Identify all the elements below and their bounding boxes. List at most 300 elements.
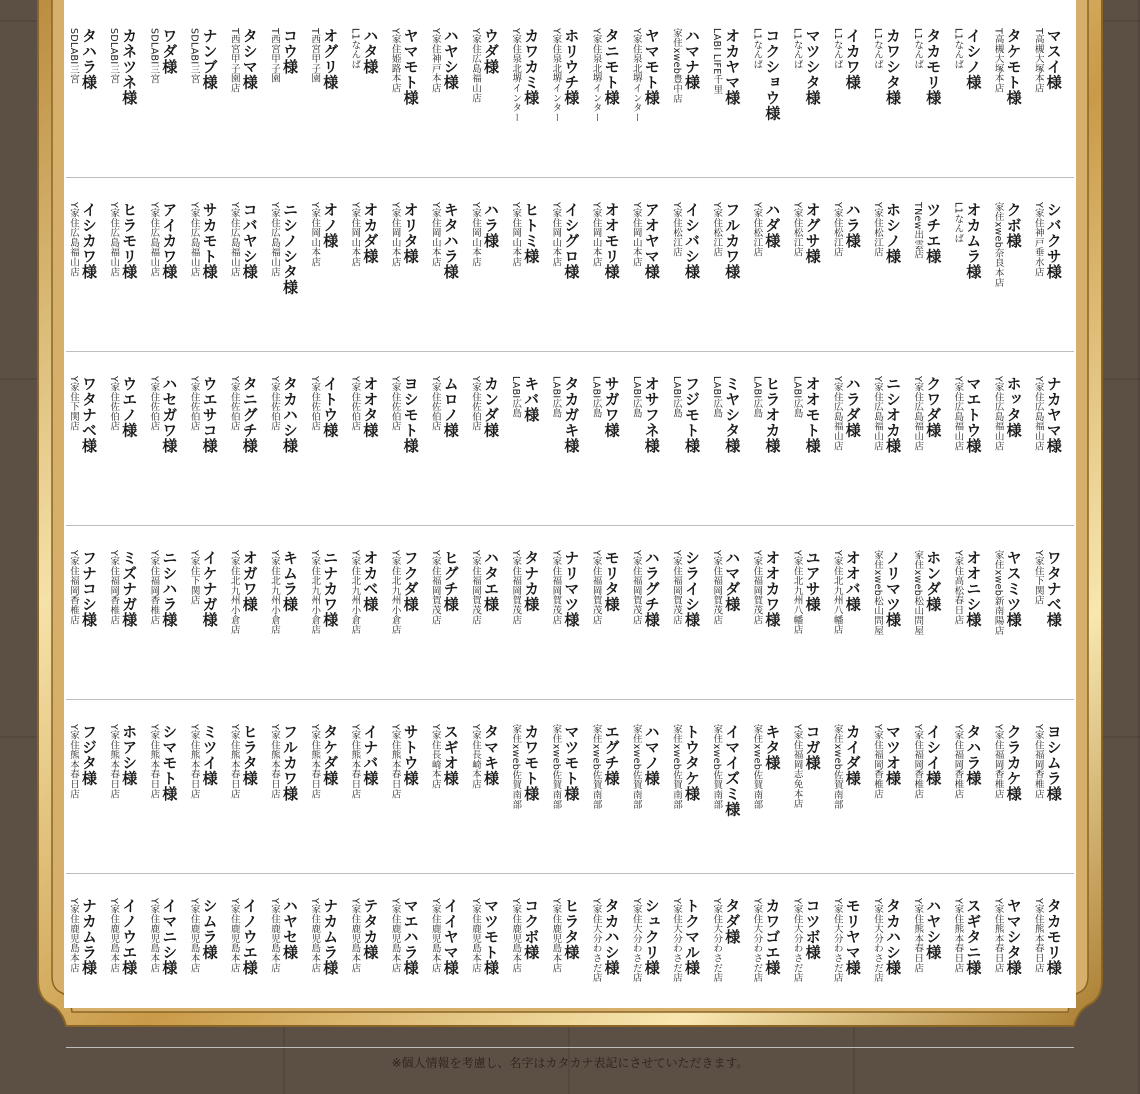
store-name: Y家住鹿児島本店 (108, 898, 120, 973)
store-name: Y家住佐伯店 (349, 376, 361, 432)
store-name: L1なんば (952, 28, 964, 70)
customer-name: オノ様 (321, 202, 340, 249)
customer-name: シライシ様 (683, 550, 701, 628)
store-name: Y家住福岡賀茂店 (671, 550, 682, 625)
list-item (103, 724, 143, 874)
list-item (867, 898, 907, 1048)
store-name: TNew出雲店 (912, 202, 924, 260)
store-name: Y家住北九州小倉店 (309, 550, 321, 635)
store-name: Y家住福岡香椎店 (1032, 724, 1044, 799)
list-item (1028, 898, 1068, 1048)
store-name: Y家住鹿児島本店 (269, 898, 280, 973)
list-item (465, 724, 505, 874)
list-item (907, 898, 947, 1048)
store-name: Y家住岡山本店 (550, 202, 562, 267)
store-name: Y家住熊本春日店 (992, 898, 1004, 973)
list-item (264, 724, 304, 874)
customer-name: キバ様 (522, 376, 541, 423)
store-name: Y家住鹿児島本店 (510, 898, 522, 973)
customer-name: ハラ様 (482, 202, 500, 249)
customer-name: キタ様 (763, 724, 782, 771)
customer-name: クラカケ様 (1004, 724, 1023, 802)
row-divider (66, 1047, 1074, 1048)
customer-name: シバクサ様 (1044, 202, 1063, 280)
customer-name: ハダ様 (763, 202, 782, 249)
list-item (746, 898, 786, 1048)
store-name: Y家住下関店 (1032, 550, 1044, 606)
list-item (907, 28, 947, 178)
customer-name: ヒラタ様 (240, 724, 259, 786)
list-item (63, 202, 103, 352)
store-name: T西宮甲子園 (309, 28, 321, 84)
list-item (586, 898, 626, 1048)
list-item (304, 898, 344, 1048)
store-name: Y家住佐伯店 (470, 376, 481, 432)
store-name: Y家住福岡賀茂店 (510, 550, 522, 625)
store-name: Y家住鹿児島本店 (309, 898, 321, 973)
customer-name: サガワ様 (602, 376, 621, 438)
customer-name: オカダ様 (361, 202, 380, 264)
list-item (184, 202, 224, 352)
list-item (63, 376, 103, 526)
store-name: 家住xweb奈良本店 (992, 202, 1004, 288)
list-item (143, 724, 183, 874)
list-item (586, 202, 626, 352)
customer-name: オオカワ様 (763, 550, 782, 628)
store-name: SDLABI三宮 (188, 28, 200, 85)
customer-name: コガ様 (803, 724, 822, 771)
list-item (224, 550, 264, 700)
store-name: Y家住鹿児島本店 (550, 898, 562, 973)
list-item (224, 202, 264, 352)
list-item (505, 724, 545, 874)
store-name: Y家住福岡香椎店 (912, 724, 924, 799)
customer-name: マツシタ様 (803, 28, 822, 106)
list-item (1028, 28, 1068, 178)
store-name: Y家住佐伯店 (228, 376, 240, 432)
customer-name: イマイズミ様 (723, 724, 742, 817)
list-item (143, 550, 183, 700)
list-item (465, 28, 505, 178)
list-item (666, 202, 706, 352)
customer-name: マツモト様 (482, 898, 500, 976)
list-item (545, 376, 585, 526)
customer-name: シュクリ様 (642, 898, 661, 976)
store-name: Y家住熊本春日店 (68, 724, 79, 799)
customer-name: ウダ様 (482, 28, 500, 75)
list-item (947, 376, 987, 526)
customer-name: ヒラモリ様 (120, 202, 139, 280)
customer-name: ノリマツ様 (884, 550, 902, 628)
store-name: Y家住福岡香椎店 (992, 724, 1004, 799)
customer-name: イノウエ様 (120, 898, 139, 976)
list-item (988, 898, 1028, 1048)
customer-name: タニグチ様 (240, 376, 259, 454)
store-name: Y家住松江店 (671, 202, 682, 258)
customer-name: タケモト様 (1004, 28, 1023, 106)
list-item (947, 202, 987, 352)
store-name: Y家住佐伯店 (188, 376, 200, 432)
store-name: L1なんば (349, 28, 361, 70)
customer-name: トクマル様 (683, 898, 701, 976)
store-name: Y家住佐伯店 (309, 376, 321, 432)
list-item (947, 898, 987, 1048)
customer-name: マスイ様 (1044, 28, 1063, 90)
customer-name: イシノ様 (964, 28, 983, 90)
list-item (304, 202, 344, 352)
store-name: 家住xweb佐賀南部 (751, 724, 763, 810)
list-item (787, 550, 827, 700)
customer-name: イノウエ様 (240, 898, 259, 976)
customer-name: タハラ様 (964, 724, 983, 786)
store-name: Y家住鹿児島本店 (429, 898, 441, 973)
list-item (304, 376, 344, 526)
store-name: Y家住大分わさだ店 (791, 898, 803, 983)
customer-name: サトウ様 (401, 724, 420, 786)
list-item (988, 376, 1028, 526)
customer-name: ニシハラ様 (160, 550, 179, 628)
customer-name: イシバシ様 (683, 202, 701, 280)
list-item (626, 550, 666, 700)
customer-name: キタハラ様 (441, 202, 460, 280)
list-item (907, 550, 947, 700)
customer-name: イケナガ様 (200, 550, 219, 628)
customer-name: フルカワ様 (281, 724, 299, 802)
customer-name: タカモリ様 (1044, 898, 1063, 976)
customer-name: クボ様 (1004, 202, 1023, 249)
list-item (787, 202, 827, 352)
list-item (988, 202, 1028, 352)
store-name: Y家住岡山本店 (429, 202, 441, 267)
store-name: Y家住広島福山店 (470, 28, 481, 103)
list-item (264, 376, 304, 526)
customer-name: ハセガワ様 (160, 376, 179, 454)
store-name: Y家住広島福山店 (952, 376, 964, 451)
store-name: L1なんば (791, 28, 803, 70)
list-item (184, 550, 224, 700)
list-item (666, 376, 706, 526)
list-item (787, 724, 827, 874)
store-name: Y家住岡山本店 (309, 202, 321, 267)
list-item (184, 724, 224, 874)
customer-name: ユアサ様 (803, 550, 822, 612)
list-item (465, 202, 505, 352)
store-name: Y家住福岡賀茂店 (550, 550, 562, 625)
store-name: Y家住佐伯店 (269, 376, 280, 432)
store-name: Y家住佐伯店 (429, 376, 441, 432)
customer-name: モリタ様 (602, 550, 621, 612)
customer-name: ツチエ様 (924, 202, 943, 264)
list-row (64, 352, 1076, 526)
list-item (827, 898, 867, 1048)
list-item (103, 376, 143, 526)
customer-name: イシカワ様 (80, 202, 98, 280)
customer-name: クワダ様 (924, 376, 943, 438)
list-item (425, 550, 465, 700)
list-item (545, 202, 585, 352)
customer-name: オオバ様 (843, 550, 862, 612)
list-item (103, 550, 143, 700)
customer-name: ハヤセ様 (281, 898, 299, 960)
store-name: Y家住熊本春日店 (108, 724, 120, 799)
list-item (545, 550, 585, 700)
store-name: Y家住松江店 (751, 202, 763, 258)
customer-name: タマキ様 (482, 724, 500, 786)
list-item (867, 724, 907, 874)
list-item (63, 28, 103, 178)
customer-name: ミズナガ様 (120, 550, 139, 628)
list-item (264, 898, 304, 1048)
list-item (304, 28, 344, 178)
list-item (184, 28, 224, 178)
list-row (64, 874, 1076, 1048)
store-name: L1なんば (751, 28, 763, 70)
store-name: Y家住広島福山店 (269, 202, 280, 277)
customer-name: トウタケ様 (683, 724, 701, 802)
customer-name: アイカワ様 (160, 202, 179, 280)
store-name: Y家住広島福山店 (148, 202, 160, 277)
customer-name: ヒラタ様 (562, 898, 581, 960)
customer-name: ホッタ様 (1004, 376, 1023, 438)
store-name: Y家住北九州八幡店 (831, 550, 843, 635)
store-name: Y家住広島福山店 (188, 202, 200, 277)
store-name: T高槻大塚本店 (992, 28, 1004, 93)
customer-name: ワタナベ様 (1044, 550, 1063, 628)
customer-name: イマニシ様 (160, 898, 179, 976)
store-name: Y家住岡山本店 (349, 202, 361, 267)
store-name: Y家住広島福山店 (872, 376, 883, 451)
list-item (143, 28, 183, 178)
customer-name: オグサ様 (803, 202, 822, 264)
list-row (64, 700, 1076, 874)
customer-name: フクダ様 (401, 550, 420, 612)
list-item (706, 550, 746, 700)
list-item (385, 550, 425, 700)
list-item (827, 376, 867, 526)
list-item (746, 28, 786, 178)
name-list-panel (64, 0, 1076, 1008)
store-name: 家住xweb佐賀南部 (671, 724, 682, 810)
list-item (867, 202, 907, 352)
store-name: 家住xweb佐賀南部 (590, 724, 602, 810)
customer-name: コクショウ様 (763, 28, 782, 121)
store-name: Y家住鹿児島本店 (148, 898, 160, 973)
customer-name: オカムラ様 (964, 202, 983, 280)
customer-name: カワモト様 (522, 724, 541, 802)
store-name: Y家住熊本春日店 (269, 724, 280, 799)
customer-name: アオヤマ様 (642, 202, 661, 280)
store-name: Y家住広島福山店 (1032, 376, 1044, 451)
customer-name: ワタナベ様 (80, 376, 98, 454)
store-name: Y家住熊本春日店 (349, 724, 361, 799)
list-item (344, 724, 384, 874)
store-name: Y家住鹿児島本店 (470, 898, 481, 973)
list-item (224, 28, 264, 178)
store-name: L1なんば (831, 28, 843, 70)
customer-name: ホンダ様 (924, 550, 943, 612)
list-item (988, 724, 1028, 874)
store-name: Y家住広島福山店 (992, 376, 1004, 451)
store-name: Y家住熊本春日店 (309, 724, 321, 799)
customer-name: イカワ様 (843, 28, 862, 90)
list-item (304, 724, 344, 874)
list-item (827, 550, 867, 700)
list-item (666, 724, 706, 874)
list-item (666, 28, 706, 178)
store-name: 家住xweb豊中店 (671, 28, 682, 104)
store-name: Y家住下関店 (188, 550, 200, 606)
customer-name: ハラグチ様 (642, 550, 661, 628)
customer-name: コクボ様 (522, 898, 541, 960)
store-name: LABI広島 (671, 376, 682, 419)
privacy-note: ※個人情報を考慮し、名字はカタカナ表記にさせていただきます。 (391, 1056, 749, 1070)
store-name: Y家住鹿児島本店 (188, 898, 200, 973)
list-item (947, 550, 987, 700)
customer-name: ハヤシ様 (924, 898, 943, 960)
customer-name: カワシタ様 (884, 28, 902, 106)
customer-name: タカハシ様 (884, 898, 902, 976)
customer-name: フナコシ様 (80, 550, 98, 628)
store-name: Y家住岡山本店 (510, 202, 522, 267)
list-item (505, 202, 545, 352)
customer-name: ウエノ様 (120, 376, 139, 438)
store-name: LABI広島 (791, 376, 803, 419)
customer-name: コバヤシ様 (240, 202, 259, 280)
store-name: Y家住北九州八幡店 (791, 550, 803, 635)
list-item (425, 202, 465, 352)
customer-name: スギオ様 (441, 724, 460, 786)
list-item (264, 202, 304, 352)
customer-name: ナカムラ様 (80, 898, 98, 976)
customer-name: オリタ様 (401, 202, 420, 264)
customer-name: カンダ様 (482, 376, 500, 438)
customer-name: イナバ様 (361, 724, 380, 786)
list-item (385, 898, 425, 1048)
list-row (64, 4, 1076, 178)
store-name: Y家住熊本春日店 (912, 898, 924, 973)
store-name: Y家住北九州小倉店 (389, 550, 401, 635)
store-name: Y家住佐伯店 (108, 376, 120, 432)
store-name: Y家住福岡香椎店 (68, 550, 79, 625)
customer-name: カイダ様 (843, 724, 862, 786)
customer-name: オカヤマ様 (723, 28, 742, 106)
store-name: Y家住神戸垂水店 (1032, 202, 1044, 277)
list-item (425, 898, 465, 1048)
customer-name: フジモト様 (683, 376, 701, 454)
store-name: Y家住神戸本店 (429, 28, 441, 93)
store-name: Y家住広島福山店 (68, 202, 79, 277)
list-item (425, 28, 465, 178)
store-name: Y家住岡山本店 (590, 202, 602, 267)
customer-name: ハマダ様 (723, 550, 742, 612)
customer-name: ナカムラ様 (321, 898, 340, 976)
list-item (103, 202, 143, 352)
list-item (907, 202, 947, 352)
customer-name: ナカヤマ様 (1044, 376, 1063, 454)
store-name: Y家住大分わさだ店 (751, 898, 763, 983)
list-item (304, 550, 344, 700)
store-name: Y家住下関店 (68, 376, 79, 432)
list-item (385, 376, 425, 526)
store-name: LABI広島 (711, 376, 723, 419)
list-item (545, 724, 585, 874)
customer-name: イトウ様 (321, 376, 340, 438)
customer-name: フジタ様 (80, 724, 98, 786)
customer-name: モリヤマ様 (843, 898, 862, 976)
list-item (626, 376, 666, 526)
customer-name: オグリ様 (321, 28, 340, 90)
store-name: Y家住福岡志免本店 (791, 724, 803, 809)
customer-name: ヨシムラ様 (1044, 724, 1063, 802)
list-item (103, 28, 143, 178)
customer-name: ミヤシタ様 (723, 376, 742, 454)
store-name: Y家住熊本春日店 (389, 724, 401, 799)
store-name: T高槻大塚本店 (1032, 28, 1044, 93)
customer-name: タハラ様 (80, 28, 98, 90)
customer-name: イイヤマ様 (441, 898, 460, 976)
list-item (626, 724, 666, 874)
list-item (586, 550, 626, 700)
list-item (505, 376, 545, 526)
customer-name: スギタニ様 (964, 898, 983, 976)
list-item (264, 28, 304, 178)
store-name: LABI広島 (590, 376, 602, 419)
list-item (425, 724, 465, 874)
list-item (988, 28, 1028, 178)
list-item (1028, 376, 1068, 526)
store-name: Y家住福岡香椎店 (148, 550, 160, 625)
customer-name: カワカミ様 (522, 28, 541, 106)
customer-name: ウエサコ様 (200, 376, 219, 454)
store-name: LABI LIFE千里 (711, 28, 723, 95)
customer-name: タカモリ様 (924, 28, 943, 106)
store-name: T西宮甲子園店 (228, 28, 240, 93)
customer-name: ヤマモト様 (642, 28, 661, 106)
store-name: Y家住北九州小倉店 (269, 550, 280, 635)
store-name: Y家住広島福山店 (912, 376, 924, 451)
list-item (746, 202, 786, 352)
list-row (64, 178, 1076, 352)
store-name: 家住xweb松山問屋 (872, 550, 883, 636)
store-name: Y家住鹿児島本店 (389, 898, 401, 973)
customer-name: ヤスミツ様 (1004, 550, 1023, 628)
list-item (907, 376, 947, 526)
customer-name: ヒトミ様 (522, 202, 541, 264)
list-item (586, 724, 626, 874)
list-item (626, 202, 666, 352)
list-item (827, 202, 867, 352)
list-item (746, 550, 786, 700)
customer-name: ミツイ様 (200, 724, 219, 786)
store-name: Y家住佐伯店 (148, 376, 160, 432)
customer-name: フルカワ様 (723, 202, 742, 280)
store-name: 家住xweb佐賀南部 (831, 724, 843, 810)
store-name: LABI広島 (630, 376, 642, 419)
customer-name: マツモト様 (562, 724, 581, 802)
list-item (63, 550, 103, 700)
store-name: L1なんば (912, 28, 924, 70)
store-name: Y家住鹿児島本店 (68, 898, 79, 973)
list-item (505, 550, 545, 700)
store-name: Y家住大分わさだ店 (630, 898, 642, 983)
list-item (787, 898, 827, 1048)
list-item (184, 376, 224, 526)
store-name: Y家住松江店 (872, 202, 883, 258)
store-name: Y家住大分わさだ店 (872, 898, 883, 983)
list-item (988, 550, 1028, 700)
list-item (706, 724, 746, 874)
store-name: Y家住福岡賀茂店 (630, 550, 642, 625)
